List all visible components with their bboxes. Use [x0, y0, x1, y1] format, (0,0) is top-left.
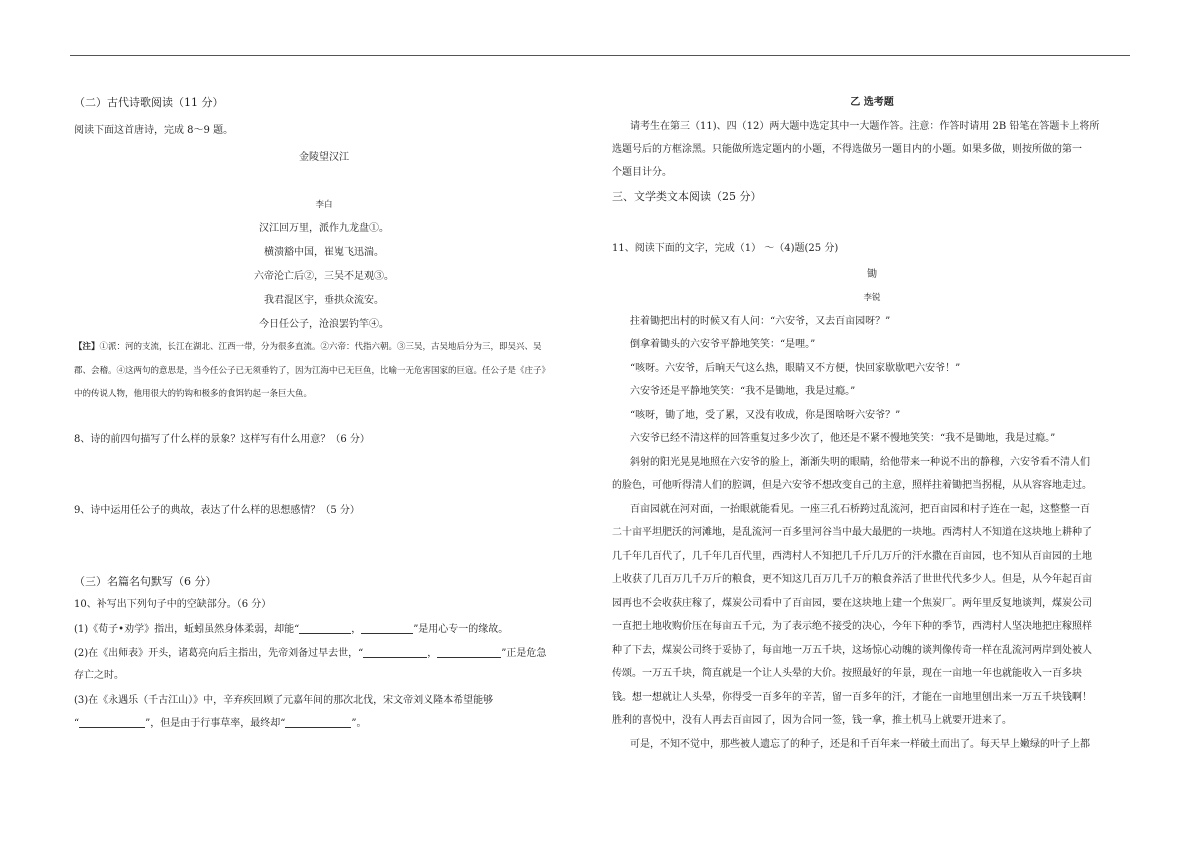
story-paragraph: 胜利的喜悦中，没有人再去百亩园了，因为合同一签，钱一拿，推土机马上就要开进来了。	[612, 715, 1012, 726]
q10-1-sep: ，	[351, 624, 362, 635]
question-10-3: (3)在《永遇乐（千古江山）》中，辛弃疾回顾了元嘉年间的那次北伐，宋文帝刘义隆本希望能够	[74, 695, 494, 706]
q10-1-text-b: ”是用心专一的缘故。	[413, 624, 509, 635]
poem-line: 今日任公子，沧浪罢钓竿④。	[259, 319, 389, 330]
q10-2-text-b: ”正是危急	[501, 648, 547, 659]
section-heading-recitation: （三）名篇名句默写（6 分）	[74, 575, 217, 588]
q10-1-text-a: (1)《荀子•劝学》指出，蚯蚓虽然身体柔弱，却能“	[74, 624, 300, 635]
answer-blank[interactable]	[363, 647, 427, 658]
answer-blank[interactable]	[299, 623, 351, 634]
q10-3-end: ”。	[351, 718, 367, 729]
story-paragraph: 六安爷已经不清这样的回答重复过多少次了，他还是不紧不慢地笑笑：“我不是锄地，我是过瘾。”	[630, 433, 1056, 444]
story-paragraph: “咳呀，锄了地，受了累，又没有收成，你是图啥呀六安爷？”	[630, 410, 901, 421]
q10-3-mid: ”，但是由于行事草率，最终却“	[145, 718, 286, 729]
question-10-3-cont	[74, 717, 366, 731]
q10-3-open: “	[74, 718, 80, 729]
story-paragraph: 上收获了几百万几千万斤的粮食，更不知这几百万几千万的粮食养活了世世代代多少人。但是，从今年起百亩	[612, 574, 1092, 585]
intro-line: 个题目计分。	[612, 167, 672, 178]
question-10-1	[74, 623, 508, 637]
poem-note-line: 中的传说人物，他用很大的钓钩和极多的食饵钓起一条巨大鱼。	[74, 389, 313, 399]
answer-blank[interactable]	[437, 647, 501, 658]
story-paragraph: 的脸色，可他听得清人们的腔调，但是六安爷不想改变自己的主意，照样拄着锄把当拐棍，从从容容地走过。	[612, 480, 1092, 491]
poem-instruction: 阅读下面这首唐诗，完成 8～9 题。	[74, 125, 234, 136]
story-paragraph: 六安爷还是平静地笑笑：“我不是锄地，我是过瘾。”	[630, 386, 856, 397]
top-rule	[70, 55, 1130, 56]
story-paragraph: 几千年几百代了，几千年几百代里，西湾村人不知把几千斤几万斤的汗水撒在百亩园，也不知从百亩园的土地	[612, 551, 1092, 562]
question-10-2-cont: 存亡之时。	[74, 670, 124, 681]
q10-2-text-a: (2)在《出师表》开头，诸葛亮向后主指出，先帝刘备过早去世，“	[74, 648, 364, 659]
story-paragraph: 种了下去，煤炭公司终于妥协了，每亩地一万五千块，这场惊心动魄的谈判像传奇一样在乱流河两岸到处被人	[612, 645, 1092, 656]
section-heading-poetry: （二）古代诗歌阅读（11 分）	[74, 96, 224, 109]
intro-line: 请考生在第三（11)、四（12）两大题中选定其中一大题作答。注意：作答时请用 2B 铅笔在答题卡上将所	[630, 121, 1100, 132]
story-paragraph: 园再也不会收获庄稼了，煤炭公司看中了百亩园，要在这块地上建一个焦炭厂。两年里反复地谈判，煤炭公司	[612, 598, 1092, 609]
answer-blank[interactable]	[79, 717, 145, 728]
question-11: 11、阅读下面的文字，完成（1） ～（4)题(25 分)	[612, 243, 839, 254]
poem-line: 我君混区宇，垂拱众流安。	[264, 295, 384, 306]
note-label: 【注】	[74, 342, 100, 352]
poem-line: 横溃豁中国，崔嵬飞迅湍。	[264, 247, 384, 258]
story-paragraph: 百亩园就在河对面，一抬眼就能看见。一座三孔石桥跨过乱流河，把百亩园和村子连在一起，这整整一百	[630, 504, 1090, 515]
question-10-2	[74, 647, 546, 661]
poem-line: 六帝沦亡后②，三吴不足观③。	[254, 271, 394, 282]
intro-line: 选题号后的方框涂黑。只能做所选定题内的小题，不得选做另一题目内的小题。如果多做，则按所做的第一	[612, 144, 1082, 155]
section-heading-literature: 三、文学类文本阅读（25 分）	[612, 190, 762, 203]
poem-title: 金陵望汉江	[299, 152, 349, 163]
q10-2-sep: ，	[427, 648, 438, 659]
note-text: ①派：河的支流，长江在湖北、江西一带，分为很多直流。②六帝：代指六朝。③三吴，古吴地后分为三，即吴兴、吴	[99, 342, 542, 352]
story-paragraph: 倒拿着锄头的六安爷平静地笑笑：“是哩。”	[630, 339, 816, 350]
story-title: 锄	[867, 269, 877, 280]
story-paragraph: 二十亩平坦肥沃的河滩地，是乱流河一百多里河谷当中最大最肥的一块地。西湾村人不知道在这块地上耕种了	[612, 527, 1092, 538]
poem-note-line: 郡、会稽。④这两句的意思是，当今任公子已无须垂钓了，因为江海中已无巨鱼，比喻一无危害国家的巨寇。任公子是《庄子》	[74, 366, 551, 376]
story-paragraph: 拄着锄把出村的时候又有人问：“六安爷，又去百亩园呀？”	[630, 316, 891, 327]
story-paragraph: 传颂。一万五千块，简直就是一个让人头晕的大价。按照最好的年景，现在一亩地一年也就能收入一百多块	[612, 668, 1082, 679]
story-paragraph: “咳呀。六安爷，后晌天气这么热，眼睛又不方便，快回家歇歇吧六安爷！”	[630, 363, 961, 374]
answer-blank[interactable]	[361, 623, 413, 634]
part-title: 乙 选考题	[850, 97, 894, 108]
story-author: 李锐	[863, 293, 881, 303]
poem-author: 李白	[315, 200, 333, 210]
answer-blank[interactable]	[285, 717, 351, 728]
question-8: 8、诗的前四句描写了什么样的景象？这样写有什么用意？（6 分）	[74, 434, 370, 445]
question-9: 9、诗中运用任公子的典故，表达了什么样的思想感情？（5 分）	[74, 505, 360, 516]
question-10: 10、补写出下列句子中的空缺部分。（6 分）	[74, 599, 272, 610]
story-paragraph: 一直把土地收购价压在每亩五千元，为了表示绝不接受的决心，今年下种的季节，西湾村人坚决地把庄稼照样	[612, 621, 1092, 632]
poem-line: 汉江回万里，派作九龙盘①。	[259, 223, 389, 234]
poem-note-line	[74, 340, 542, 354]
story-paragraph: 斜射的阳光晃晃地照在六安爷的脸上，渐渐失明的眼睛，给他带来一种说不出的静穆，六安爷看不清人们	[630, 457, 1090, 468]
story-paragraph: 可是，不知不觉中，那些被人遗忘了的种子，还是和千百年来一样破土而出了。每天早上嫩绿的叶子上都	[630, 739, 1090, 750]
story-paragraph: 钱。想一想就让人头晕，你得受一百多年的辛苦，留一百多年的汗，才能在一亩地里刨出来一万五千块钱啊！	[612, 692, 1092, 703]
